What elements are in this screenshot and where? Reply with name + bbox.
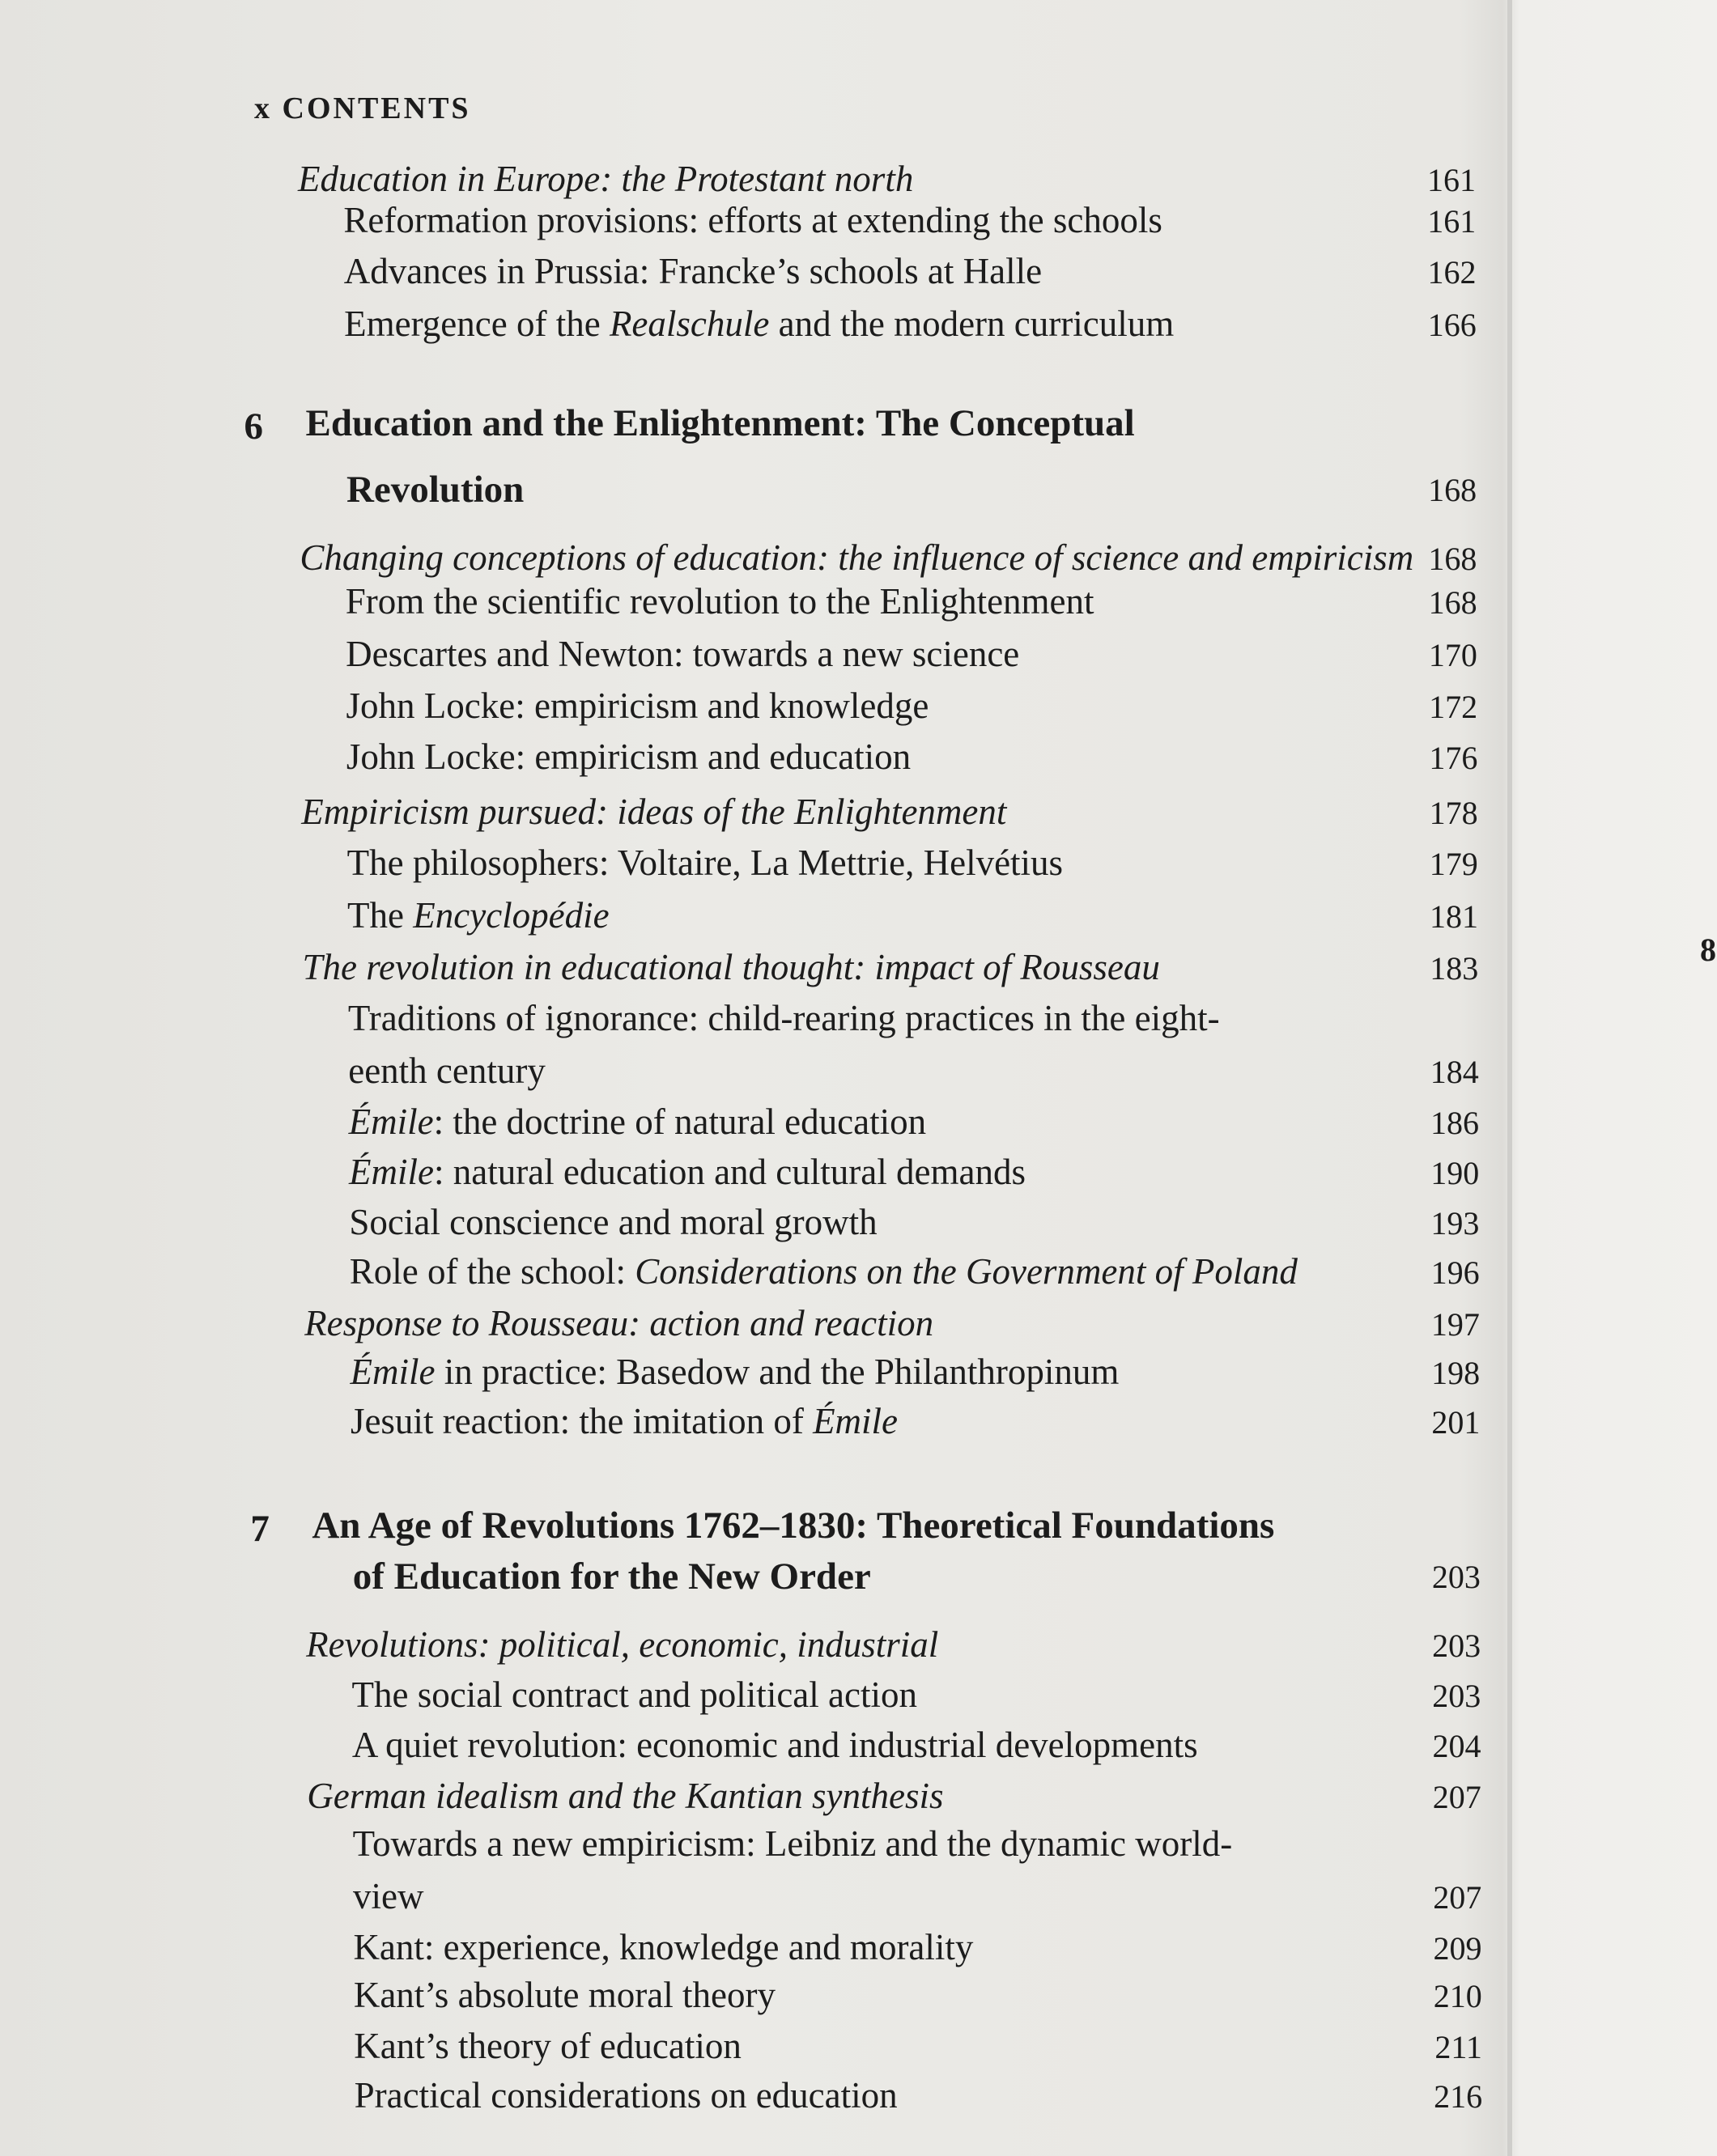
- page-number: 186: [1430, 1105, 1479, 1141]
- page-number: 196: [1430, 1254, 1480, 1291]
- entry-text-pre: Education and the Enlightenment: The Conceptual: [305, 402, 1135, 444]
- page-number: 207: [1433, 1879, 1482, 1916]
- toc-entry-chapter2: [346, 471, 524, 509]
- entry-text-pre: German idealism and the Kantian synthesis: [307, 1776, 944, 1816]
- page-number: 168: [1428, 541, 1477, 577]
- toc-entry-sub: [351, 1354, 1120, 1390]
- entry-text-pre: of Education for the New Order: [352, 1555, 871, 1598]
- toc-entry-sub: [352, 1727, 1198, 1763]
- entry-text-pre: Towards a new empiricism: Leibniz and the dynamic world-: [352, 1823, 1233, 1864]
- page-edge: [1507, 0, 1512, 2156]
- page-number: 203: [1432, 1628, 1481, 1664]
- chapter-number: 6: [244, 405, 264, 448]
- chapter-number: 7: [250, 1508, 270, 1550]
- toc-entry-sub: [353, 1878, 423, 1915]
- page-number: 161: [1427, 162, 1476, 198]
- header-title: CONTENTS: [282, 91, 471, 125]
- entry-text-pre: An Age of Revolutions 1762–1830: Theoretical Foundations: [312, 1505, 1275, 1547]
- page-number: 184: [1430, 1054, 1479, 1090]
- entry-text-pre: Changing conceptions of education: the influence of science and empiricism: [300, 537, 1414, 578]
- toc-entry-section: [304, 1305, 933, 1342]
- toc-entry-sub: [346, 736, 912, 777]
- page-number: 216: [1434, 2078, 1483, 2115]
- toc-entry-sub: [343, 202, 1162, 239]
- page-number: 198: [1431, 1355, 1481, 1391]
- facing-page-fragment: 8: [1700, 932, 1716, 968]
- toc-entry-sub: [346, 842, 1064, 883]
- page-number: 161: [1427, 203, 1477, 240]
- toc-entry-sub: [355, 2077, 898, 2114]
- entry-text-pre: eenth century: [348, 1050, 546, 1091]
- entry-text-em: Émile: [348, 1101, 434, 1142]
- entry-text-em: Considerations on the Government of Poland: [635, 1251, 1298, 1292]
- entry-text-pre: Revolutions: political, economic, industrial: [306, 1624, 939, 1665]
- entry-text-em: Encyclopédie: [413, 895, 610, 936]
- page-number: 178: [1429, 795, 1478, 831]
- toc-entry-section: [306, 1624, 939, 1665]
- page-number: 197: [1430, 1306, 1480, 1343]
- entry-text-pre: John Locke: empiricism and knowledge: [346, 685, 929, 726]
- page-number: 170: [1428, 637, 1477, 673]
- toc-entry-sub: [352, 1823, 1233, 1864]
- entry-text-pre: Descartes and Newton: towards a new science: [346, 634, 1020, 674]
- page-number: 168: [1428, 584, 1477, 621]
- page-number: 183: [1430, 950, 1479, 987]
- entry-text-pre: Social conscience and moral growth: [349, 1202, 878, 1242]
- toc-entry-sub: [353, 1929, 973, 1966]
- toc-entry-sub: [349, 1154, 1026, 1190]
- toc-entry-section: [307, 1778, 943, 1814]
- toc-entry-sub: [346, 636, 1019, 673]
- entry-text-pre: Kant’s theory of education: [354, 2026, 742, 2066]
- entry-text-pre: Advances in Prussia: Francke’s schools at Halle: [343, 251, 1043, 291]
- toc-entry-sub: [351, 1403, 898, 1440]
- entry-text-pre: Revolution: [346, 469, 525, 511]
- page-number: 203: [1432, 1678, 1481, 1714]
- page-number: 201: [1431, 1404, 1481, 1441]
- page-number: 166: [1427, 307, 1477, 343]
- toc-entry-sub: [354, 1977, 776, 2014]
- toc-entry-chapter: [312, 1507, 1274, 1545]
- page-numeral: x: [254, 91, 272, 125]
- entry-text-em: Émile: [813, 1401, 899, 1441]
- page-number: 176: [1429, 740, 1478, 776]
- toc-entry-chapter2: [352, 1555, 871, 1598]
- entry-text-pre: The revolution in educational thought: impact of Rousseau: [302, 947, 1160, 987]
- entry-text-pre: view: [353, 1876, 424, 1916]
- entry-text-em: Émile: [350, 1352, 436, 1392]
- toc-entry-section: [300, 537, 1414, 578]
- entry-text-pre: The social contract and political action: [351, 1674, 917, 1715]
- page-number: 181: [1430, 898, 1479, 935]
- entry-text-pre: Kant: experience, knowledge and morality: [353, 1927, 974, 1967]
- entry-text-pre: A quiet revolution: economic and industrial developments: [351, 1725, 1198, 1765]
- toc-entry-sub: [354, 2028, 742, 2065]
- toc-entry-section: [301, 794, 1006, 830]
- page-number: 207: [1432, 1779, 1481, 1815]
- page-number: 162: [1427, 254, 1477, 291]
- entry-text-em: Realschule: [609, 303, 770, 344]
- entry-text-pre: Reformation provisions: efforts at extending the schools: [343, 200, 1162, 240]
- toc-entry-sub: [344, 253, 1042, 290]
- page-number: 179: [1429, 846, 1478, 882]
- page-number: 209: [1433, 1930, 1482, 1967]
- page-number: 203: [1431, 1559, 1481, 1595]
- page-number: 211: [1434, 2029, 1482, 2065]
- entry-text-pre: Kant’s absolute moral theory: [353, 1975, 776, 2015]
- page-number: 172: [1429, 689, 1478, 725]
- entry-text-pre: Emergence of the: [344, 303, 610, 344]
- running-header: [254, 91, 471, 126]
- entry-text-pre: Empiricism pursued: ideas of the Enlightenment: [301, 792, 1007, 832]
- toc-entry-section: [302, 949, 1159, 986]
- entry-text-post: : the doctrine of natural education: [433, 1101, 927, 1142]
- page-number: 190: [1430, 1155, 1480, 1191]
- entry-text-post: and the modern curriculum: [769, 303, 1175, 344]
- page-number: 210: [1433, 1978, 1482, 2014]
- entry-text-pre: Education in Europe: the Protestant north: [298, 159, 914, 199]
- toc-entry-sub: [344, 303, 1175, 344]
- entry-text-pre: The philosophers: Voltaire, La Mettrie, Helvétius: [346, 842, 1064, 883]
- toc-entry-sub: [351, 1674, 917, 1715]
- entry-text-post: in practice: Basedow and the Philanthropinum: [435, 1352, 1120, 1392]
- entry-text-pre: Role of the school:: [349, 1251, 635, 1292]
- entry-text-post: : natural education and cultural demands: [433, 1152, 1026, 1192]
- entry-text-pre: Response to Rousseau: action and reaction: [304, 1303, 934, 1343]
- entry-text-pre: From the scientific revolution to the Enlightenment: [345, 581, 1094, 622]
- entry-text-pre: The: [347, 895, 414, 936]
- toc-entry-section: [298, 161, 913, 197]
- toc-entry-sub: [348, 1050, 546, 1091]
- page-number: 193: [1430, 1205, 1480, 1241]
- toc-entry-sub: [348, 1000, 1220, 1037]
- entry-text-pre: Practical considerations on education: [354, 2075, 898, 2116]
- entry-text-em: Émile: [349, 1152, 434, 1192]
- entry-text-pre: Jesuit reaction: the imitation of: [350, 1401, 814, 1441]
- entry-text-pre: Traditions of ignorance: child-rearing practices in the eight-: [347, 998, 1220, 1038]
- page-number: 204: [1432, 1728, 1481, 1764]
- toc-entry-sub: [345, 581, 1094, 622]
- toc-entry-sub: [349, 1204, 877, 1241]
- toc-entry-sub: [346, 685, 929, 726]
- toc-entry-sub: [349, 1251, 1298, 1292]
- page-number: 168: [1428, 472, 1477, 508]
- toc-entry-sub: [347, 895, 610, 936]
- toc-entry-chapter: [305, 402, 1135, 444]
- toc-entry-sub: [348, 1101, 927, 1142]
- entry-text-pre: John Locke: empiricism and education: [346, 736, 912, 777]
